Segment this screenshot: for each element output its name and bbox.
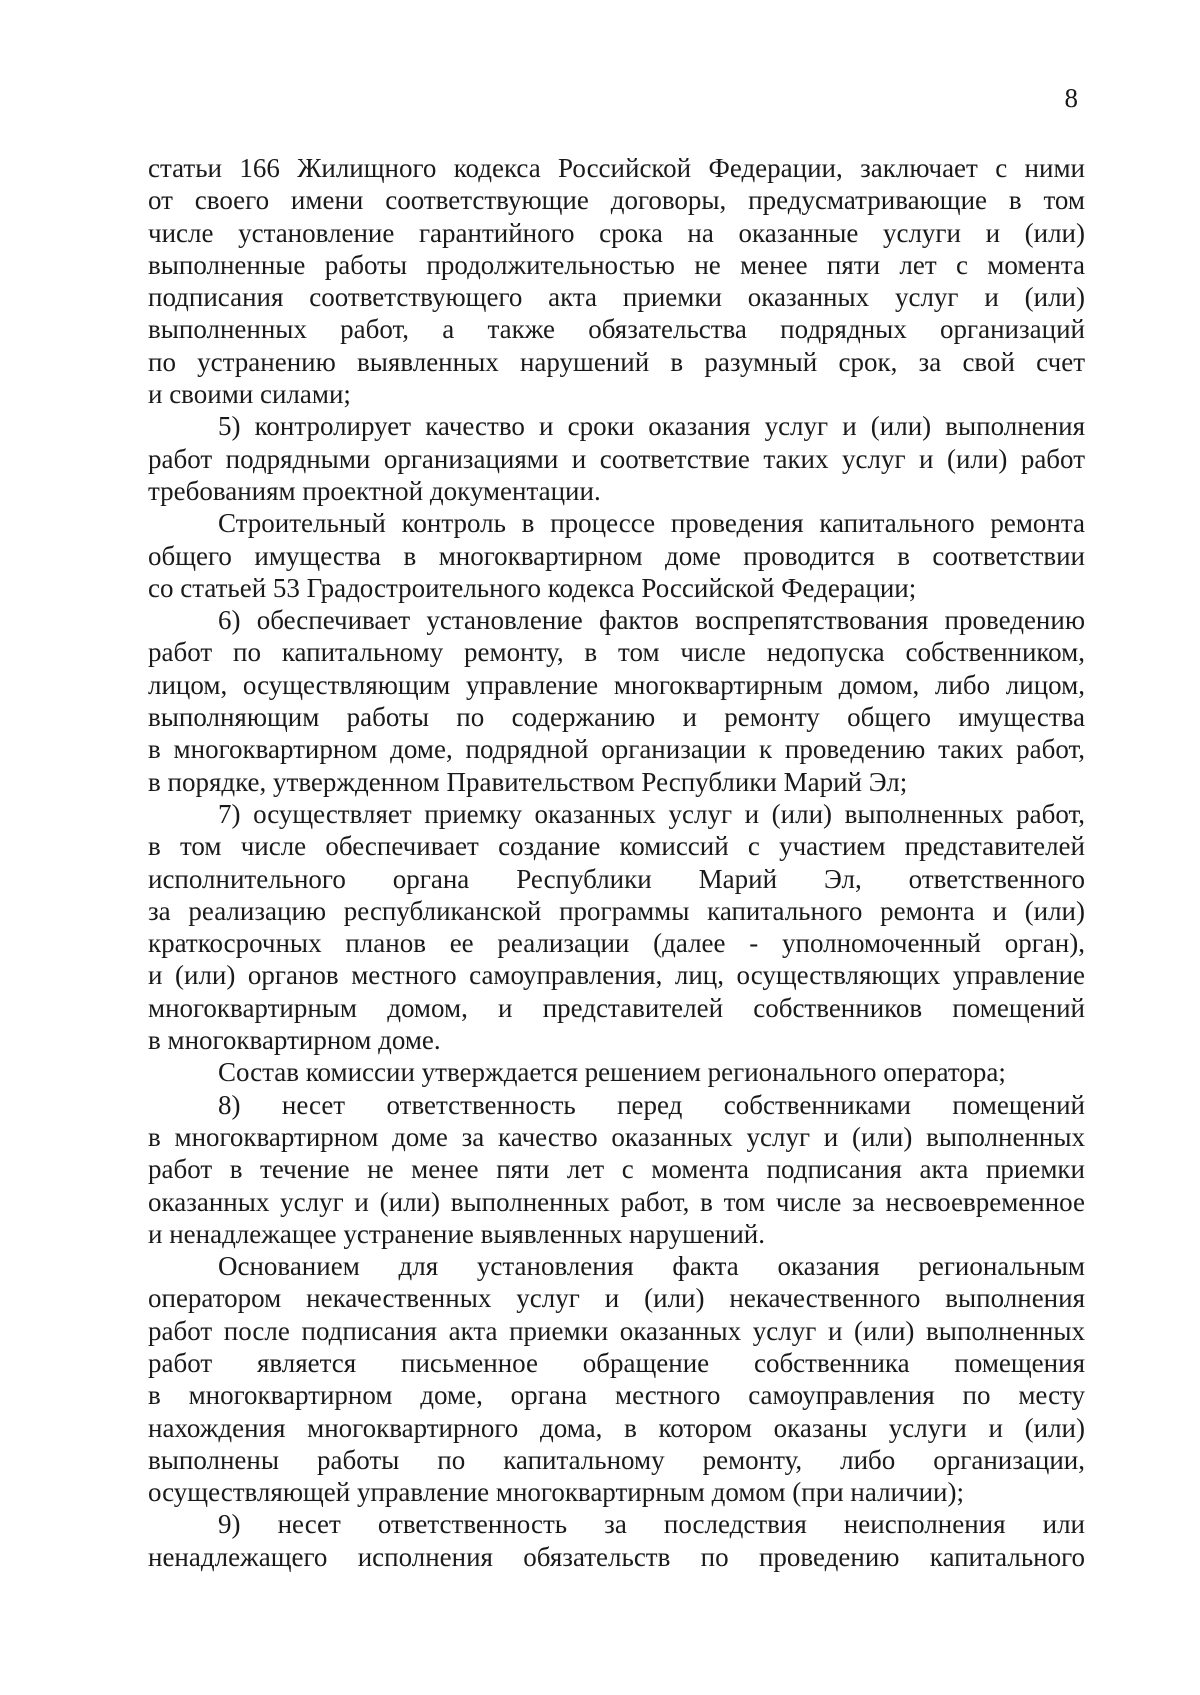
- text-line: работ по капитальному ремонту, в том числе недопуска собственником,: [148, 637, 1085, 668]
- text-line: выполненные работы продолжительностью не менее пяти лет с момента: [148, 249, 1085, 280]
- text-line: 5) контролирует качество и сроки оказания услуг и (или) выполнения: [218, 411, 1085, 442]
- text-line: в порядке, утвержденном Правительством Республики Марий Эл;: [148, 766, 908, 797]
- text-line: выполнены работы по капитальному ремонту, либо организации,: [148, 1444, 1085, 1475]
- text-line: и своими силами;: [148, 379, 351, 410]
- text-line: 6) обеспечивает установление фактов воспрепятствования проведению: [218, 605, 1085, 636]
- page-number: 8: [1064, 83, 1078, 113]
- text-line: осуществляющей управление многоквартирным домом (при наличии);: [148, 1477, 964, 1508]
- text-line: исполнительного органа Республики Марий Эл, ответственного: [148, 863, 1085, 894]
- text-line: общего имущества в многоквартирном доме проводится в соответствии: [148, 540, 1085, 571]
- text-line: многоквартирным домом, и представителей собственников помещений: [148, 992, 1085, 1023]
- text-line: 8) несет ответственность перед собственниками помещений: [218, 1089, 1085, 1120]
- text-line: Строительный контроль в процессе проведения капитального ремонта: [218, 508, 1085, 539]
- text-line: и (или) органов местного самоуправления, лиц, осуществляющих управление: [148, 960, 1085, 991]
- text-line: в том числе обеспечивает создание комиссий с участием представителей: [148, 831, 1085, 862]
- text-line: числе установление гарантийного срока на оказанные услуги и (или): [148, 217, 1085, 248]
- text-line: со статьей 53 Градостроительного кодекса Российской Федерации;: [148, 572, 917, 603]
- text-line: 7) осуществляет приемку оказанных услуг и (или) выполненных работ,: [218, 798, 1085, 829]
- text-line: подписания соответствующего акта приемки оказанных услуг и (или): [148, 282, 1085, 313]
- text-line: работ подрядными организациями и соответствие таких услуг и (или) работ: [148, 443, 1085, 474]
- text-line: статьи 166 Жилищного кодекса Российской Федерации, заключает с ними: [148, 153, 1085, 183]
- text-line: и ненадлежащее устранение выявленных нарушений.: [148, 1218, 765, 1249]
- text-line: оператором некачественных услуг и (или) некачественного выполнения: [148, 1283, 1085, 1314]
- text-line: выполненных работ, а также обязательства подрядных организаций: [148, 314, 1085, 345]
- text-line: требованиям проектной документации.: [148, 475, 601, 506]
- text-line: выполняющим работы по содержанию и ремонту общего имущества: [148, 702, 1085, 733]
- text-line: в многоквартирном доме за качество оказанных услуг и (или) выполненных: [148, 1121, 1085, 1152]
- text-line: в многоквартирном доме, органа местного самоуправления по месту: [148, 1380, 1085, 1411]
- text-line: работ в течение не менее пяти лет с момента подписания акта приемки: [148, 1154, 1085, 1185]
- text-line: в многоквартирном доме.: [148, 1025, 441, 1056]
- text-line: нахождения многоквартирного дома, в котором оказаны услуги и (или): [148, 1412, 1085, 1443]
- body-text: [148, 152, 1085, 1573]
- text-line: краткосрочных планов ее реализации (далее - уполномоченный орган),: [148, 928, 1085, 959]
- text-line: Основанием для установления факта оказания региональным: [218, 1251, 1085, 1282]
- text-line: от своего имени соответствующие договоры, предусматривающие в том: [148, 185, 1085, 216]
- text-line: лицом, осуществляющим управление многоквартирным домом, либо лицом,: [148, 669, 1085, 700]
- text-line: по устранению выявленных нарушений в разумный срок, за свой счет: [148, 346, 1085, 377]
- text-line: 9) несет ответственность за последствия неисполнения или: [218, 1509, 1085, 1540]
- text-line: оказанных услуг и (или) выполненных работ, в том числе за несвоевременное: [148, 1186, 1085, 1217]
- text-line: в многоквартирном доме, подрядной организации к проведению таких работ,: [148, 734, 1085, 765]
- text-line: ненадлежащего исполнения обязательств по проведению капитального: [148, 1541, 1085, 1572]
- text-line: работ после подписания акта приемки оказанных услуг и (или) выполненных: [148, 1315, 1085, 1346]
- text-line: Состав комиссии утверждается решением регионального оператора;: [218, 1057, 1006, 1088]
- text-line: работ является письменное обращение собственника помещения: [148, 1347, 1085, 1378]
- text-line: за реализацию республиканской программы капитального ремонта и (или): [148, 895, 1085, 926]
